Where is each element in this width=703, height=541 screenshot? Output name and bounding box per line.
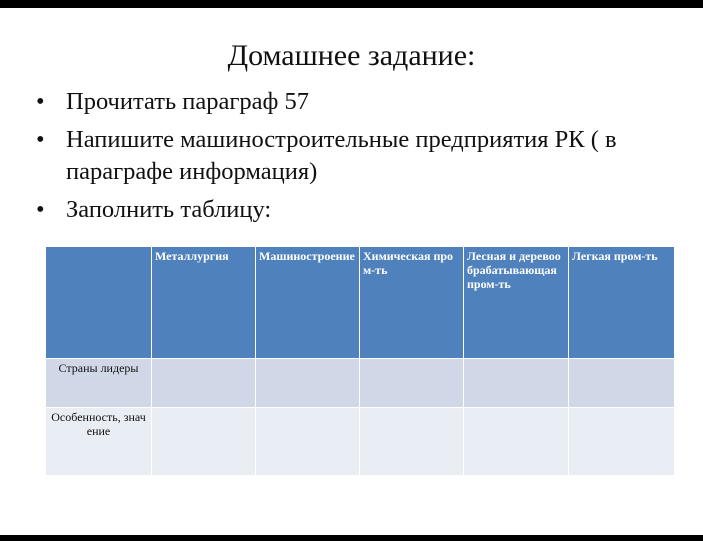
bullet-text: Прочитать параграф 57 [66, 88, 310, 115]
table-cell [360, 408, 464, 476]
bullet-dot-icon: • [36, 88, 45, 115]
header-cell-metallurgy: Металлургия [152, 247, 256, 359]
bullet-text: Напишите машиностроительные предприятия РК ( в параграфе информация) [66, 126, 617, 185]
header-cell-machine-building: Машиностроение [256, 247, 360, 359]
header-cell-chemical: Химическая пром-ть [360, 247, 464, 359]
homework-table [45, 246, 675, 476]
bullet-item [32, 124, 682, 188]
table-cell [256, 359, 360, 408]
table-cell [464, 359, 569, 408]
table-cell [152, 359, 256, 408]
row-label: Особенность, значение [46, 408, 152, 476]
header-cell-light-industry: Легкая пром-ть [569, 247, 675, 359]
header-cell-forestry: Лесная и деревообрабатывающая пром-ть [464, 247, 569, 359]
slide [0, 8, 703, 535]
table-row [46, 359, 675, 408]
bullet-item [32, 86, 682, 118]
table-cell [256, 408, 360, 476]
table-cell [569, 408, 675, 476]
table-cell [360, 359, 464, 408]
row-label: Страны лидеры [46, 359, 152, 408]
bullet-list [32, 86, 682, 226]
table-cell [464, 408, 569, 476]
table-cell [152, 408, 256, 476]
bullet-text: Заполнить таблицу: [66, 196, 272, 223]
bullet-dot-icon: • [36, 126, 45, 153]
table-row [46, 408, 675, 476]
table-header-row [46, 247, 675, 359]
slide-title: Домашнее задание: [227, 39, 476, 72]
bullet-item [32, 194, 682, 223]
bullet-dot-icon: • [36, 196, 45, 223]
header-cell-empty [46, 247, 152, 359]
table-cell [569, 359, 675, 408]
